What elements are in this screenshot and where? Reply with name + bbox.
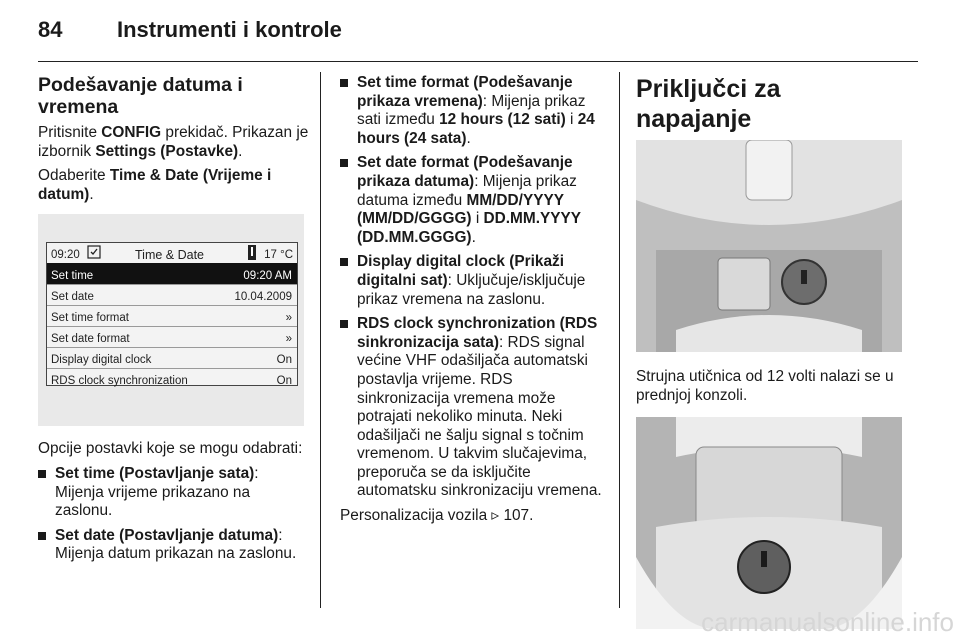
bullet-square-icon <box>38 532 46 540</box>
column-divider-2 <box>619 72 620 608</box>
column-3 <box>636 74 902 629</box>
column-1 <box>38 74 310 570</box>
bullet-square-icon <box>38 470 46 478</box>
screen-menu-label: Set time format <box>51 312 129 325</box>
screen-menu-label: Set date <box>51 291 94 304</box>
paragraph-options: Opcije postavki koje se mogu odabrati: <box>38 440 303 458</box>
screen-menu-label: Set time <box>51 270 94 283</box>
screen-menu-row[interactable] <box>47 284 297 305</box>
screen-menu-value: » <box>285 333 292 346</box>
display-illustration <box>38 214 304 426</box>
bullet-square-icon <box>340 320 348 328</box>
screen-clock: 09:20 <box>51 249 80 262</box>
watermark: carmanualsonline.info <box>701 607 954 637</box>
screen-menu-label: RDS clock synchronization <box>51 375 188 388</box>
screen-menu-value: 09:20 AM <box>243 270 292 283</box>
screen-menu-row[interactable] <box>47 263 297 284</box>
screen-menu-label: Set date format <box>51 333 130 346</box>
column-2 <box>340 74 608 532</box>
info-display-screen <box>46 242 298 386</box>
page-number: 84 <box>38 17 63 42</box>
screen-menu-row[interactable] <box>47 368 297 389</box>
screen-menu-value: 10.04.2009 <box>234 291 292 304</box>
screen-menu-value: » <box>285 312 292 325</box>
page-title: Instrumenti i kontrole <box>117 17 342 42</box>
bullet-digital-clock: Display digital clock (Prikaži digitalni sat): Uključuje/isključuje prikaz vremena na zaslonu. <box>340 253 608 309</box>
outlet-caption: Strujna utičnica od 12 volti nalazi se u prednjoj konzoli. <box>636 368 894 404</box>
column-divider-1 <box>320 72 321 608</box>
page-reference-icon: ▹ <box>491 507 500 525</box>
bullet-square-icon <box>340 159 348 167</box>
screen-menu-value: On <box>276 375 292 388</box>
console-photo-top <box>636 140 902 352</box>
bullet-set-date: Set date (Postavljanje datuma): Mijenja datum prikazan na zaslonu. <box>38 527 310 564</box>
screen-menu-value: On <box>276 354 292 367</box>
screen-temperature: 17 °C <box>264 249 293 262</box>
console-photo-bottom <box>636 417 902 629</box>
paragraph-select: Odaberite Time & Date (Vrijeme i datum). <box>38 167 272 203</box>
bullet-square-icon <box>340 258 348 266</box>
cross-reference[interactable]: Personalizacija vozila ▹ 107. <box>340 507 534 525</box>
bullet-set-time: Set time (Postavljanje sata): Mijenja vrijeme prikazano na zaslonu. <box>38 465 310 521</box>
screen-menu-row[interactable] <box>47 347 297 368</box>
screen-menu-row[interactable] <box>47 305 297 326</box>
screen-status-bar <box>47 243 297 263</box>
bullet-date-format: Set date format (Podešavanje prikaza datuma): Mijenja prikaz datuma između MM/DD/YYYY (MM/DD/GGGG) i DD.MM.YYYY (DD.MM.GGGG). <box>340 154 608 247</box>
bullet-rds-sync: RDS clock synchronization (RDS sinkronizacija sata): RDS signal većine VHF odašiljača automatski postavlja vrijeme. RDS sinkronizacija vremena može potrajati nekoliko minuta. Neki odašiljači ne šalju signal s točnim vremenom. U takvim slučajevima, preporuča se da isključite automatsku sinkronizaciju vremena. <box>340 315 608 501</box>
section-heading-date-time: Podešavanje datuma i vremena <box>38 74 243 118</box>
header-rule <box>38 61 918 62</box>
paragraph-config: Pritisnite CONFIG prekidač. Prikazan je izbornik Settings (Postavke). <box>38 124 309 160</box>
screen-menu-row[interactable] <box>47 326 297 347</box>
bullet-time-format: Set time format (Podešavanje prikaza vremena): Mijenja prikaz sati između 12 hours (12 sati) i 24 hours (24 sata). <box>340 74 608 148</box>
section-heading-power-outlets: Priključci za napajanje <box>636 75 781 133</box>
bullet-square-icon <box>340 79 348 87</box>
screen-menu-label: Display digital clock <box>51 354 152 367</box>
screen-title: Time & Date <box>135 248 205 263</box>
